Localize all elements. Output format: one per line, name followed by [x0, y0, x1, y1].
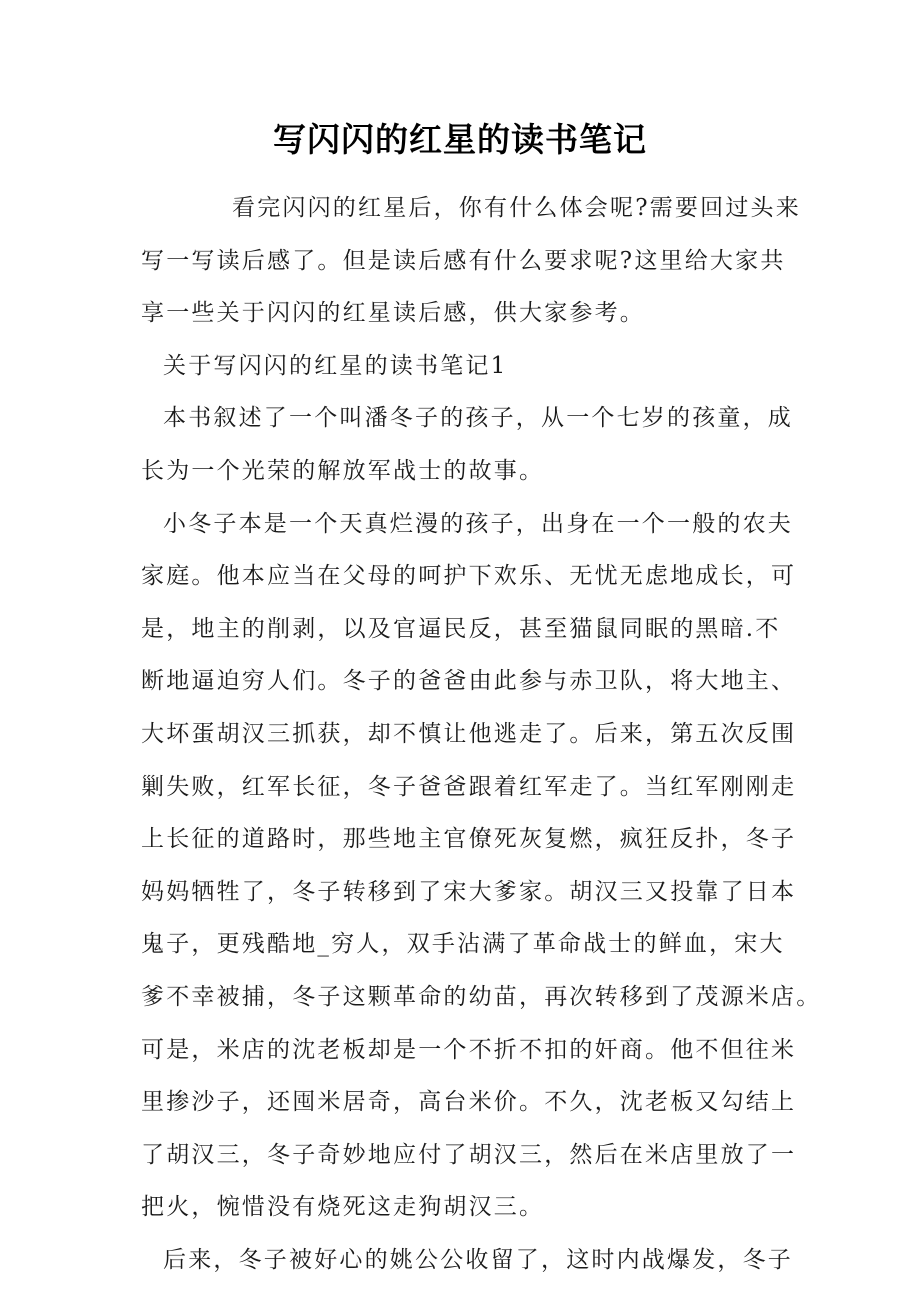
paragraph: [141, 1234, 801, 1287]
text-line: 写一写读后感了。但是读后感有什么要求呢?这里给大家共: [141, 247, 786, 274]
text-line: 后来，冬子被好心的姚公公收留了，这时内战爆发，冬子: [163, 1246, 793, 1273]
paragraph: [141, 392, 801, 497]
text-line: 把火，惋惜没有烧死这走狗胡汉三。: [141, 1194, 545, 1221]
text-line: 本书叙述了一个叫潘冬子的孩子，从一个七岁的孩童，成: [163, 405, 793, 432]
text-line: 家庭。他本应当在父母的呵护下欢乐、无忧无虑地成长，可: [141, 563, 797, 590]
text-line: 剿失败，红军长征，冬子爸爸跟着红军走了。当红军刚刚走: [141, 773, 797, 800]
paragraph-intro: [141, 182, 801, 340]
document-title: 写闪闪的红星的读书笔记: [273, 120, 647, 159]
text-line: 是，地主的削剥，以及官逼民反，甚至猫鼠同眠的黑暗.不: [141, 615, 781, 642]
text-line: 小冬子本是一个天真烂漫的孩子，出身在一个一般的农夫: [163, 510, 793, 537]
text-line: 享一些关于闪闪的红星读后感，供大家参考。: [141, 300, 645, 327]
text-line: 了胡汉三，冬子奇妙地应付了胡汉三，然后在米店里放了一: [141, 1141, 797, 1168]
text-line: 断地逼迫穷人们。冬子的爸爸由此参与赤卫队，将大地主、: [141, 668, 797, 695]
text-line: 妈妈牺牲了，冬子转移到了宋大爹家。胡汉三又投靠了日本: [141, 878, 797, 905]
document-body: [141, 182, 822, 1286]
text-line: 里掺沙子，还囤米居奇，高台米价。不久，沈老板又勾结上: [141, 1089, 797, 1116]
section-heading: [141, 340, 801, 393]
text-line: 鬼子，更残酷地_穷人，双手沾满了革命战士的鲜血，宋大: [141, 931, 785, 958]
text-line: 长为一个光荣的解放军战士的故事。: [141, 457, 545, 484]
text-line: 爹不幸被捕，冬子这颗革命的幼苗，再次转移到了茂源米店。: [141, 983, 822, 1010]
paragraph: [141, 498, 822, 1234]
text-line: 可是，米店的沈老板却是一个不折不扣的奸商。他不但往米: [141, 1036, 797, 1063]
text-line: 看完闪闪的红星后，你有什么体会呢?需要回过头来: [232, 195, 801, 221]
text-line: 大坏蛋胡汉三抓获，却不慎让他逃走了。后来，第五次反围: [141, 720, 797, 747]
text-line: 上长征的道路时，那些地主官僚死灰复燃，疯狂反扑，冬子: [141, 826, 797, 853]
section-heading-text: 关于写闪闪的红星的读书笔记1: [163, 352, 508, 379]
